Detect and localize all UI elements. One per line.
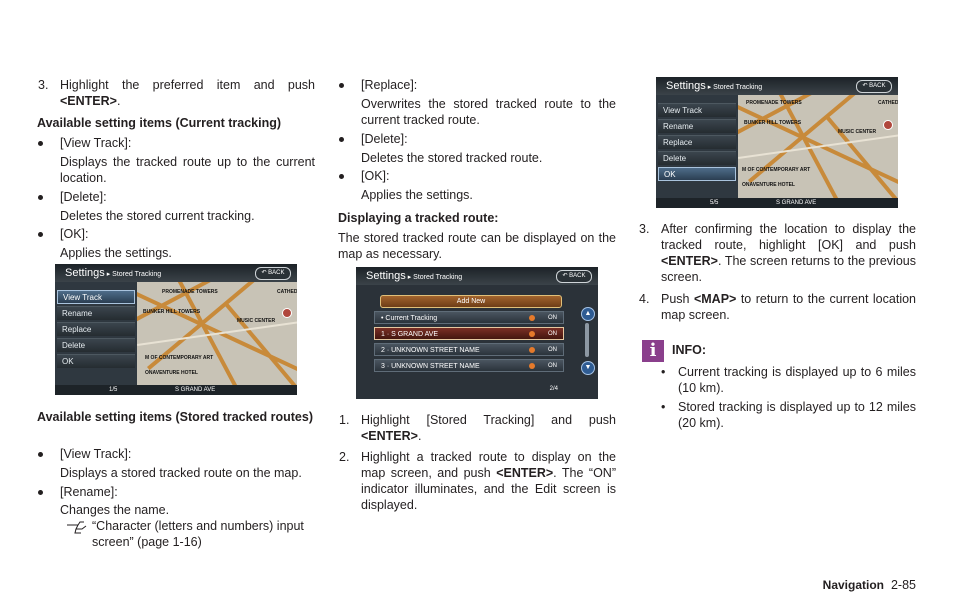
screen-title: Settings: [666, 80, 706, 92]
map-label: BUNKER HILL TOWERS: [143, 309, 201, 315]
menu-item-view-track[interactable]: View Track: [658, 103, 736, 117]
item-desc: Applies the settings.: [60, 246, 172, 260]
heading-current-tracking: Available setting items (Current tracking): [37, 116, 282, 130]
section-name: Navigation: [822, 578, 885, 592]
on-indicator: ON: [527, 345, 557, 355]
display-paragraph: The stored tracked route can be displayed on the map as necessary.: [338, 231, 616, 261]
step-number: 4.: [639, 292, 650, 306]
settings-menu: [55, 282, 137, 385]
item-ok-stored: [361, 168, 616, 184]
screen-header: Settings ▸ Stored Tracking ↶ BACK: [55, 264, 297, 282]
item-label: [View Track]:: [60, 447, 132, 461]
menu-item-delete[interactable]: Delete: [658, 151, 736, 165]
item-delete-stored: [361, 131, 616, 147]
item-desc: Deletes the stored current tracking.: [60, 209, 255, 223]
heading-stored-tracked-routes: Available setting items (Stored tracked routes): [37, 410, 314, 424]
list-item[interactable]: [374, 327, 564, 340]
map-label: ONAVENTURE HOTEL: [742, 182, 795, 188]
map-label: MUSIC CENTER: [237, 318, 276, 324]
item-desc: Displays a stored tracked route on the map.: [60, 466, 302, 480]
row-label: 3 · UNKNOWN STREET NAME: [381, 363, 480, 370]
back-label: BACK: [869, 83, 886, 89]
menu-item-rename[interactable]: Rename: [658, 119, 736, 133]
screen-header: Settings ▸ Stored Tracking ↶ BACK: [356, 267, 598, 285]
item-label: [OK]:: [361, 169, 390, 183]
step-3-highlight: [38, 77, 315, 109]
item-ok: [60, 226, 315, 242]
step-4: [639, 291, 916, 323]
enter-key: <ENTER>: [661, 254, 718, 268]
screen-title: Settings: [65, 267, 105, 279]
page-indicator: 2/4: [549, 386, 558, 392]
menu-item-replace[interactable]: Replace: [57, 322, 135, 336]
back-button[interactable]: ↶ BACK: [556, 270, 592, 283]
menu-item-view-track[interactable]: View Track: [57, 290, 135, 304]
item-view-track-stored: [60, 446, 315, 462]
step-1: 1. Highlight [Stored Tracking] and push <ENTER>.: [339, 413, 616, 443]
step-number: 3.: [38, 78, 49, 92]
map-view: [137, 282, 297, 385]
step-number: 3.: [639, 222, 650, 236]
row-label: • Current Tracking: [381, 315, 438, 322]
row-label: 1 · S GRAND AVE: [381, 331, 439, 338]
item-label: [Rename]:: [60, 485, 118, 499]
menu-item-ok[interactable]: OK: [57, 354, 135, 368]
on-indicator: ON: [527, 361, 557, 371]
add-new-button[interactable]: Add New: [380, 295, 562, 308]
item-desc: Applies the settings.: [361, 188, 473, 202]
info-icon: i: [642, 340, 664, 362]
scroll-up-icon[interactable]: ▲: [581, 307, 595, 321]
settings-menu: [656, 95, 738, 198]
period: .: [116, 94, 121, 108]
step-text: . The “ON” indicator illuminates, and the Edit screen is displayed.: [361, 466, 616, 512]
scroll-down-icon[interactable]: ▼: [581, 361, 595, 375]
step-text: Highlight a tracked route to display on the map screen, and push: [361, 450, 616, 480]
map-label: ONAVENTURE HOTEL: [145, 370, 198, 376]
street-name: S GRAND AVE: [776, 200, 817, 206]
reference-hand-icon: [66, 520, 92, 538]
step-text: Highlight the preferred item and push: [60, 78, 315, 92]
item-label: [Replace]:: [361, 78, 418, 92]
back-label: BACK: [268, 270, 285, 276]
map-view: [738, 95, 898, 198]
screen-header: Settings ▸ Stored Tracking ↶ BACK: [656, 77, 898, 95]
map-label: MUSIC CENTER: [838, 129, 877, 135]
heading-displaying-route: Displaying a tracked route:: [338, 211, 499, 225]
step-text: to return to the current location map screen.: [661, 292, 916, 322]
map-label: CATHED: [878, 100, 898, 106]
back-button[interactable]: ↶ BACK: [255, 267, 291, 280]
menu-item-rename[interactable]: Rename: [57, 306, 135, 320]
step-text: After confirming the location to display the tracked route, highlight [OK] and push: [661, 222, 916, 252]
page-number: 2-85: [890, 578, 916, 592]
step-3-confirm: [639, 221, 916, 285]
stored-tracking-list-screen: [356, 267, 598, 399]
enter-key: <ENTER>: [60, 94, 117, 108]
screen-subtitle: Stored Tracking: [112, 271, 162, 278]
menu-item-delete[interactable]: Delete: [57, 338, 135, 352]
location-pin-icon: [282, 308, 292, 318]
row-label: 2 · UNKNOWN STREET NAME: [381, 347, 480, 354]
step-text: Push: [661, 292, 690, 306]
info-label: INFO:: [672, 343, 707, 357]
step-number: 1.: [339, 413, 350, 427]
item-delete: [60, 189, 315, 205]
page-footer: [823, 577, 916, 593]
screen-footer: [656, 198, 898, 208]
page-indicator: 5/5: [710, 200, 719, 206]
item-desc: Overwrites the stored tracked route to the current tracked route.: [361, 97, 616, 127]
list-item[interactable]: [374, 311, 564, 324]
map-label: PROMENADE TOWERS: [162, 289, 218, 295]
step-text: . The screen returns to the previous screen.: [661, 254, 916, 284]
info-text: Current tracking is displayed up to 6 miles (10 km).: [678, 365, 916, 395]
item-desc: Displays the tracked route up to the current location.: [60, 155, 315, 185]
back-button[interactable]: ↶ BACK: [856, 80, 892, 93]
scrollbar[interactable]: [585, 323, 589, 357]
step-2: [339, 449, 616, 513]
screen-subtitle: Stored Tracking: [413, 274, 463, 281]
screen-subtitle: Stored Tracking: [713, 84, 763, 91]
item-label: [OK]:: [60, 227, 89, 241]
enter-key: <ENTER>: [361, 429, 418, 443]
item-label: [View Track]:: [60, 136, 132, 150]
screen-footer: [55, 385, 297, 395]
item-replace: [361, 77, 616, 93]
info-item: [661, 399, 916, 431]
step-number: 2.: [339, 450, 350, 464]
menu-item-replace[interactable]: Replace: [658, 135, 736, 149]
small-bullet-icon: •: [661, 400, 666, 414]
map-label: CATHED: [277, 289, 297, 295]
screen-title: Settings: [366, 270, 406, 282]
on-indicator: ON: [527, 313, 557, 323]
item-label: [Delete]:: [60, 190, 107, 204]
info-text: Stored tracking is displayed up to 12 miles (20 km).: [678, 400, 916, 430]
street-name: S GRAND AVE: [175, 387, 216, 393]
item-view-track: [60, 135, 315, 151]
list-item[interactable]: [374, 359, 564, 372]
map-label: PROMENADE TOWERS: [746, 100, 802, 106]
step-text: Highlight [Stored Tracking] and push: [361, 413, 616, 427]
settings-screen-current: [55, 264, 297, 395]
menu-item-ok[interactable]: OK: [658, 167, 736, 181]
map-label: M OF CONTEMPORARY ART: [742, 167, 811, 173]
back-label: BACK: [569, 273, 586, 279]
item-label: [Delete]:: [361, 132, 408, 146]
small-bullet-icon: •: [661, 365, 666, 379]
map-label: M OF CONTEMPORARY ART: [145, 355, 214, 361]
info-item: [661, 364, 916, 396]
enter-key: <ENTER>: [496, 466, 554, 480]
map-label: BUNKER HILL TOWERS: [744, 120, 802, 126]
reference-link[interactable]: “Character (letters and numbers) input screen” (page 1-16): [92, 519, 304, 549]
item-desc: Deletes the stored tracked route.: [361, 151, 543, 165]
item-rename: [60, 484, 315, 500]
map-key: <MAP>: [693, 292, 737, 306]
item-desc: Changes the name.: [60, 503, 170, 517]
location-pin-icon: [883, 120, 893, 130]
on-indicator: ON: [527, 329, 557, 339]
page-indicator: 1/5: [109, 387, 118, 393]
settings-screen-stored: [656, 77, 898, 208]
list-item[interactable]: [374, 343, 564, 356]
